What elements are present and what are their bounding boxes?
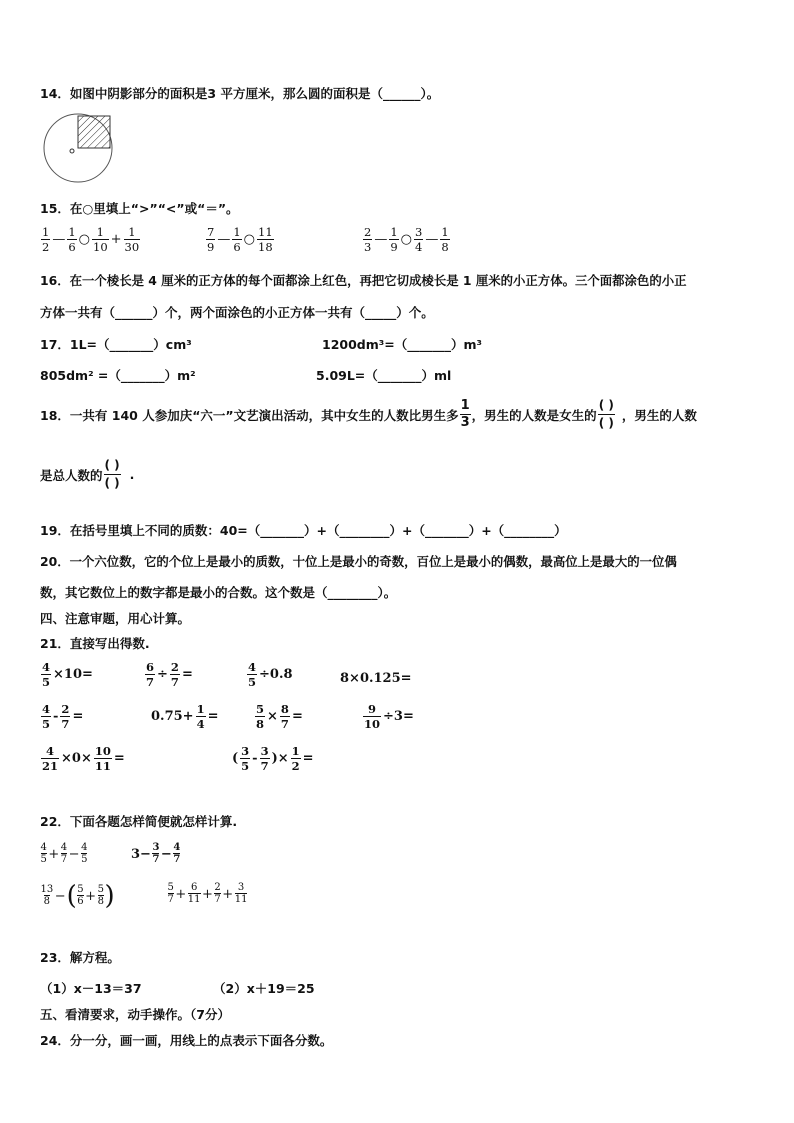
question-20-line-2: 数，其它数位上的数字都是最小的合数。这个数是（________）。 xyxy=(40,585,397,600)
question-16-line-1: 16．在一个棱长是 4 厘米的正方体的每个面都涂上红色，再把它切成棱长是 1 厘米的小正方体。三个面都涂色的小正 xyxy=(40,273,687,288)
question-17-a: 17．1L=（_______）cm³ xyxy=(40,337,192,352)
question-22-title: 22．下面各题怎样简便就怎样计算. xyxy=(40,814,238,829)
question-14: 14．如图中阴影部分的面积是3 平方厘米，那么圆的面积是（______）。 xyxy=(40,86,440,101)
question-20-line-1: 20．一个六位数，它的个位上是最小的质数，十位上是最小的奇数，百位上是最小的偶数，最高位上是最大的一位偶 xyxy=(40,554,677,569)
question-17-d: 5.09L=（_______）ml xyxy=(316,368,452,383)
calc-21-2c: $\frac{5}{8}$ × $\frac{8}{7}$ = xyxy=(256,702,303,731)
simplify-22-1: $\frac{4}{5}$ + $\frac{4}{7}$ − $\frac{4}{5}$ xyxy=(40,842,88,865)
compare-expression-2: $\frac{7}{9}$ — $\frac{1}{6}$ ○ $\frac{11}{18}$ xyxy=(207,225,273,254)
section-5-heading: 五、看清要求，动手操作。（7分） xyxy=(40,1007,230,1022)
calc-21-1c: $\frac{4}{5}$ ÷0.8 xyxy=(248,660,293,689)
calc-21-3b: ( $\frac{3}{5}$ - $\frac{3}{7}$ )× $\frac{1}{2}$ = xyxy=(232,744,314,773)
compare-expression-3: $\frac{2}{3}$ — $\frac{1}{9}$ ○ $\frac{3}{4}$ — $\frac{1}{8}$ xyxy=(364,225,449,254)
question-21-title: 21．直接写出得数. xyxy=(40,636,150,651)
question-19: 19．在括号里填上不同的质数：40=（_______）+（________）+（_______）+（________） xyxy=(40,523,567,538)
question-18-line-2: 是总人数的 $\frac{( )}{( )}$ . xyxy=(40,458,135,490)
calc-21-2d: $\frac{9}{10}$ ÷3= xyxy=(364,702,414,731)
question-23-title: 23．解方程。 xyxy=(40,950,120,965)
calc-21-3a: $\frac{4}{21}$ ×0× $\frac{10}{11}$ = xyxy=(42,744,125,773)
question-18-line-1: 18．一共有 140 人参加庆“六一”文艺演出活动，其中女生的人数比男生多 $\frac{1}{3}$ ，男生的人数是女生的 $\frac{( )}{( )}$ ，男生的人数 xyxy=(40,398,697,430)
section-4-heading: 四、注意审题，用心计算。 xyxy=(40,611,191,626)
calc-21-1a: $\frac{4}{5}$ ×10= xyxy=(42,660,93,689)
simplify-22-3: $\frac{13}{8}$ −( $\frac{5}{6}$ + $\frac{5}{8}$ ) xyxy=(40,881,115,911)
calc-21-2b: 0.75+ $\frac{1}{4}$ = xyxy=(151,702,219,731)
simplify-22-4: $\frac{5}{7}$ + $\frac{6}{11}$ + $\frac{2}{7}$ + $\frac{3}{11}$ xyxy=(167,882,248,905)
calc-21-2a: $\frac{4}{5}$ - $\frac{2}{7}$ = xyxy=(42,702,84,731)
question-16-line-2: 方体一共有（______）个，两个面涂色的小正方体一共有（_____）个。 xyxy=(40,305,434,320)
circle-shaded-figure xyxy=(40,110,116,184)
simplify-22-2: 3− $\frac{3}{7}$ − $\frac{4}{7}$ xyxy=(131,842,181,865)
question-15: 15．在○里填上“>”“<”或“＝”。 xyxy=(40,201,239,216)
question-17-b: 1200dm³=（_______）m³ xyxy=(322,337,482,352)
question-17-c: 805dm² =（_______）m² xyxy=(40,368,196,383)
compare-expression-1: $\frac{1}{2}$ — $\frac{1}{6}$ ○ $\frac{1}{10}$ + $\frac{1}{30}$ xyxy=(42,225,140,254)
question-24: 24．分一分，画一画，用线上的点表示下面各分数。 xyxy=(40,1033,333,1048)
equation-23-1: （1）x－13＝37 xyxy=(40,981,142,996)
equation-23-2: （2）x＋19＝25 xyxy=(213,981,315,996)
calc-21-1b: $\frac{6}{7}$ ÷ $\frac{2}{7}$ = xyxy=(146,660,193,689)
calc-21-1d: 8×0.125= xyxy=(340,671,412,686)
